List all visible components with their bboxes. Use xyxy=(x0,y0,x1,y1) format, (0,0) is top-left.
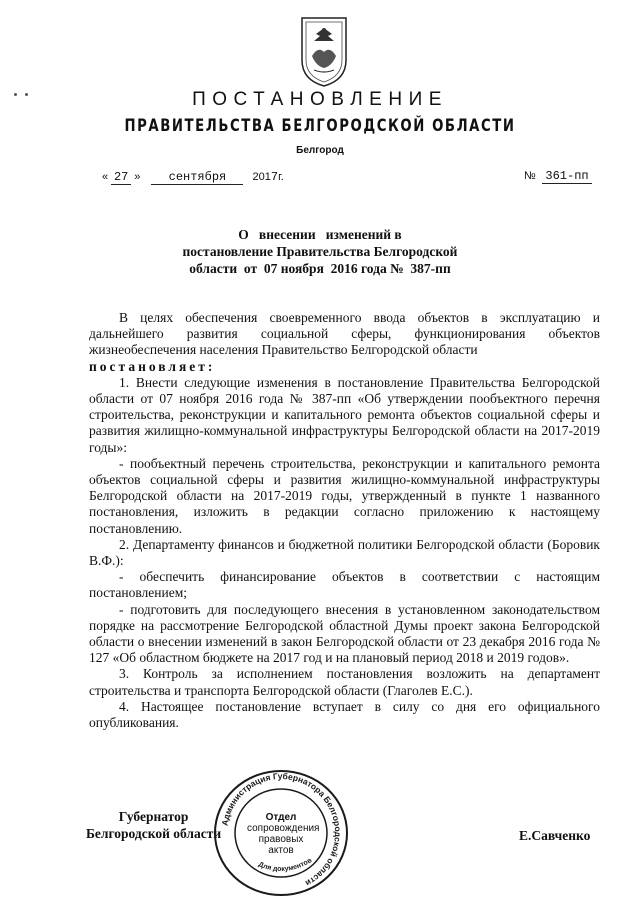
date-year-suffix: 7 xyxy=(270,170,279,184)
stamp-inner-line-1: Отдел xyxy=(265,812,297,823)
city: Белгород xyxy=(296,145,344,156)
paragraph-2: 2. Департаменту финансов и бюджетной политики Белгородской области (Боровик В.Ф.): xyxy=(89,536,600,569)
title-line-3: области от 07 ноября 2016 года № 387-пп xyxy=(189,261,451,276)
position-line-2: Белгородской области xyxy=(86,826,222,841)
paragraph-1-item: - пообъектный перечень строительства, реконструкции и капитального ремонта объектов социальной сферы и развития жилищно-коммунальной инфраструктуры Белгородской области на 2017-2019 годы, утвержденный в пункте 1 названного постановления, изложить в редакции согласно приложению к настоящему постановлению. xyxy=(89,455,600,536)
date-year-prefix: 201 xyxy=(252,171,271,183)
position-line-1: Губернатор xyxy=(118,809,189,824)
margin-mark xyxy=(25,93,28,96)
document-type: ПОСТАНОВЛЕНИЕ xyxy=(192,89,448,110)
official-stamp xyxy=(212,768,350,898)
stamp-bottom-text: Для документов xyxy=(257,857,314,874)
date-month: сентября xyxy=(151,170,243,185)
signatory-position xyxy=(86,808,221,842)
date-number-row xyxy=(102,170,602,188)
signatory-name: Е.Савченко xyxy=(519,828,591,843)
date-open-quote: « xyxy=(102,171,109,183)
paragraph-2-item-1: - обеспечить финансирование объектов в соответствии с настоящим постановлением; xyxy=(89,569,600,601)
document-number: 361-пп xyxy=(542,169,592,184)
document-body xyxy=(89,310,600,731)
title-line-1: О внесении изменений в xyxy=(238,227,402,242)
date-day: 27 xyxy=(111,170,131,185)
title-line-2: постановление Правительства Белгородской xyxy=(182,244,458,259)
stamp-inner-line-3: правовых xyxy=(258,834,304,845)
paragraph-3: 3. Контроль за исполнением постановления возложить на департамент строительства и транспорта Белгородской области (Глаголев Е.С.). xyxy=(89,666,600,698)
margin-mark xyxy=(14,93,17,96)
stamp-inner xyxy=(247,798,320,870)
stamp-ring-text: Администрация Губернатора Белгородской области xyxy=(219,770,344,889)
document-title xyxy=(0,226,640,277)
document-number-label: № xyxy=(524,170,536,182)
coat-of-arms-icon xyxy=(298,14,350,90)
paragraph-2-item-2: - подготовить для последующего внесения в установленном законодательством порядке на рассмотрение Белгородской областной Думы проект закона Белгородской области о внесении изменений в закон Белгородской области от 23 декабря 2016 года № 127 «Об областном бюджете на 2017 год и на плановый период 2018 и 2019 годов». xyxy=(89,601,600,666)
date-year-abbr: г. xyxy=(278,171,284,183)
paragraph-1: 1. Внести следующие изменения в постановление Правительства Белгородской области от 07 ноября 2016 года № 387-пп «Об утверждении пообъектного перечня строительства, реконструкции и капитального ремонта объектов социальной сферы и развития жилищно-коммунальной инфраструктуры Белгородской области на 2017-2019 годы»: xyxy=(89,374,600,455)
preamble-paragraph: В целях обеспечения своевременного ввода объектов в эксплуатацию и дальнейшего развития социальной сферы, функционирования объектов жизнеобеспечения населения Правительство Белгородской области xyxy=(89,310,600,358)
decree-word: постановляет: xyxy=(89,358,216,374)
date-close-quote: » xyxy=(134,171,141,183)
stamp-inner-line-4: актов xyxy=(268,845,294,856)
stamp-inner-line-2: сопровождения xyxy=(247,823,320,834)
issuing-organization: ПРАВИТЕЛЬСТВА БЕЛГОРОДСКОЙ ОБЛАСТИ xyxy=(124,116,516,136)
paragraph-4: 4. Настоящее постановление вступает в силу со дня его официального опубликования. xyxy=(89,698,600,731)
